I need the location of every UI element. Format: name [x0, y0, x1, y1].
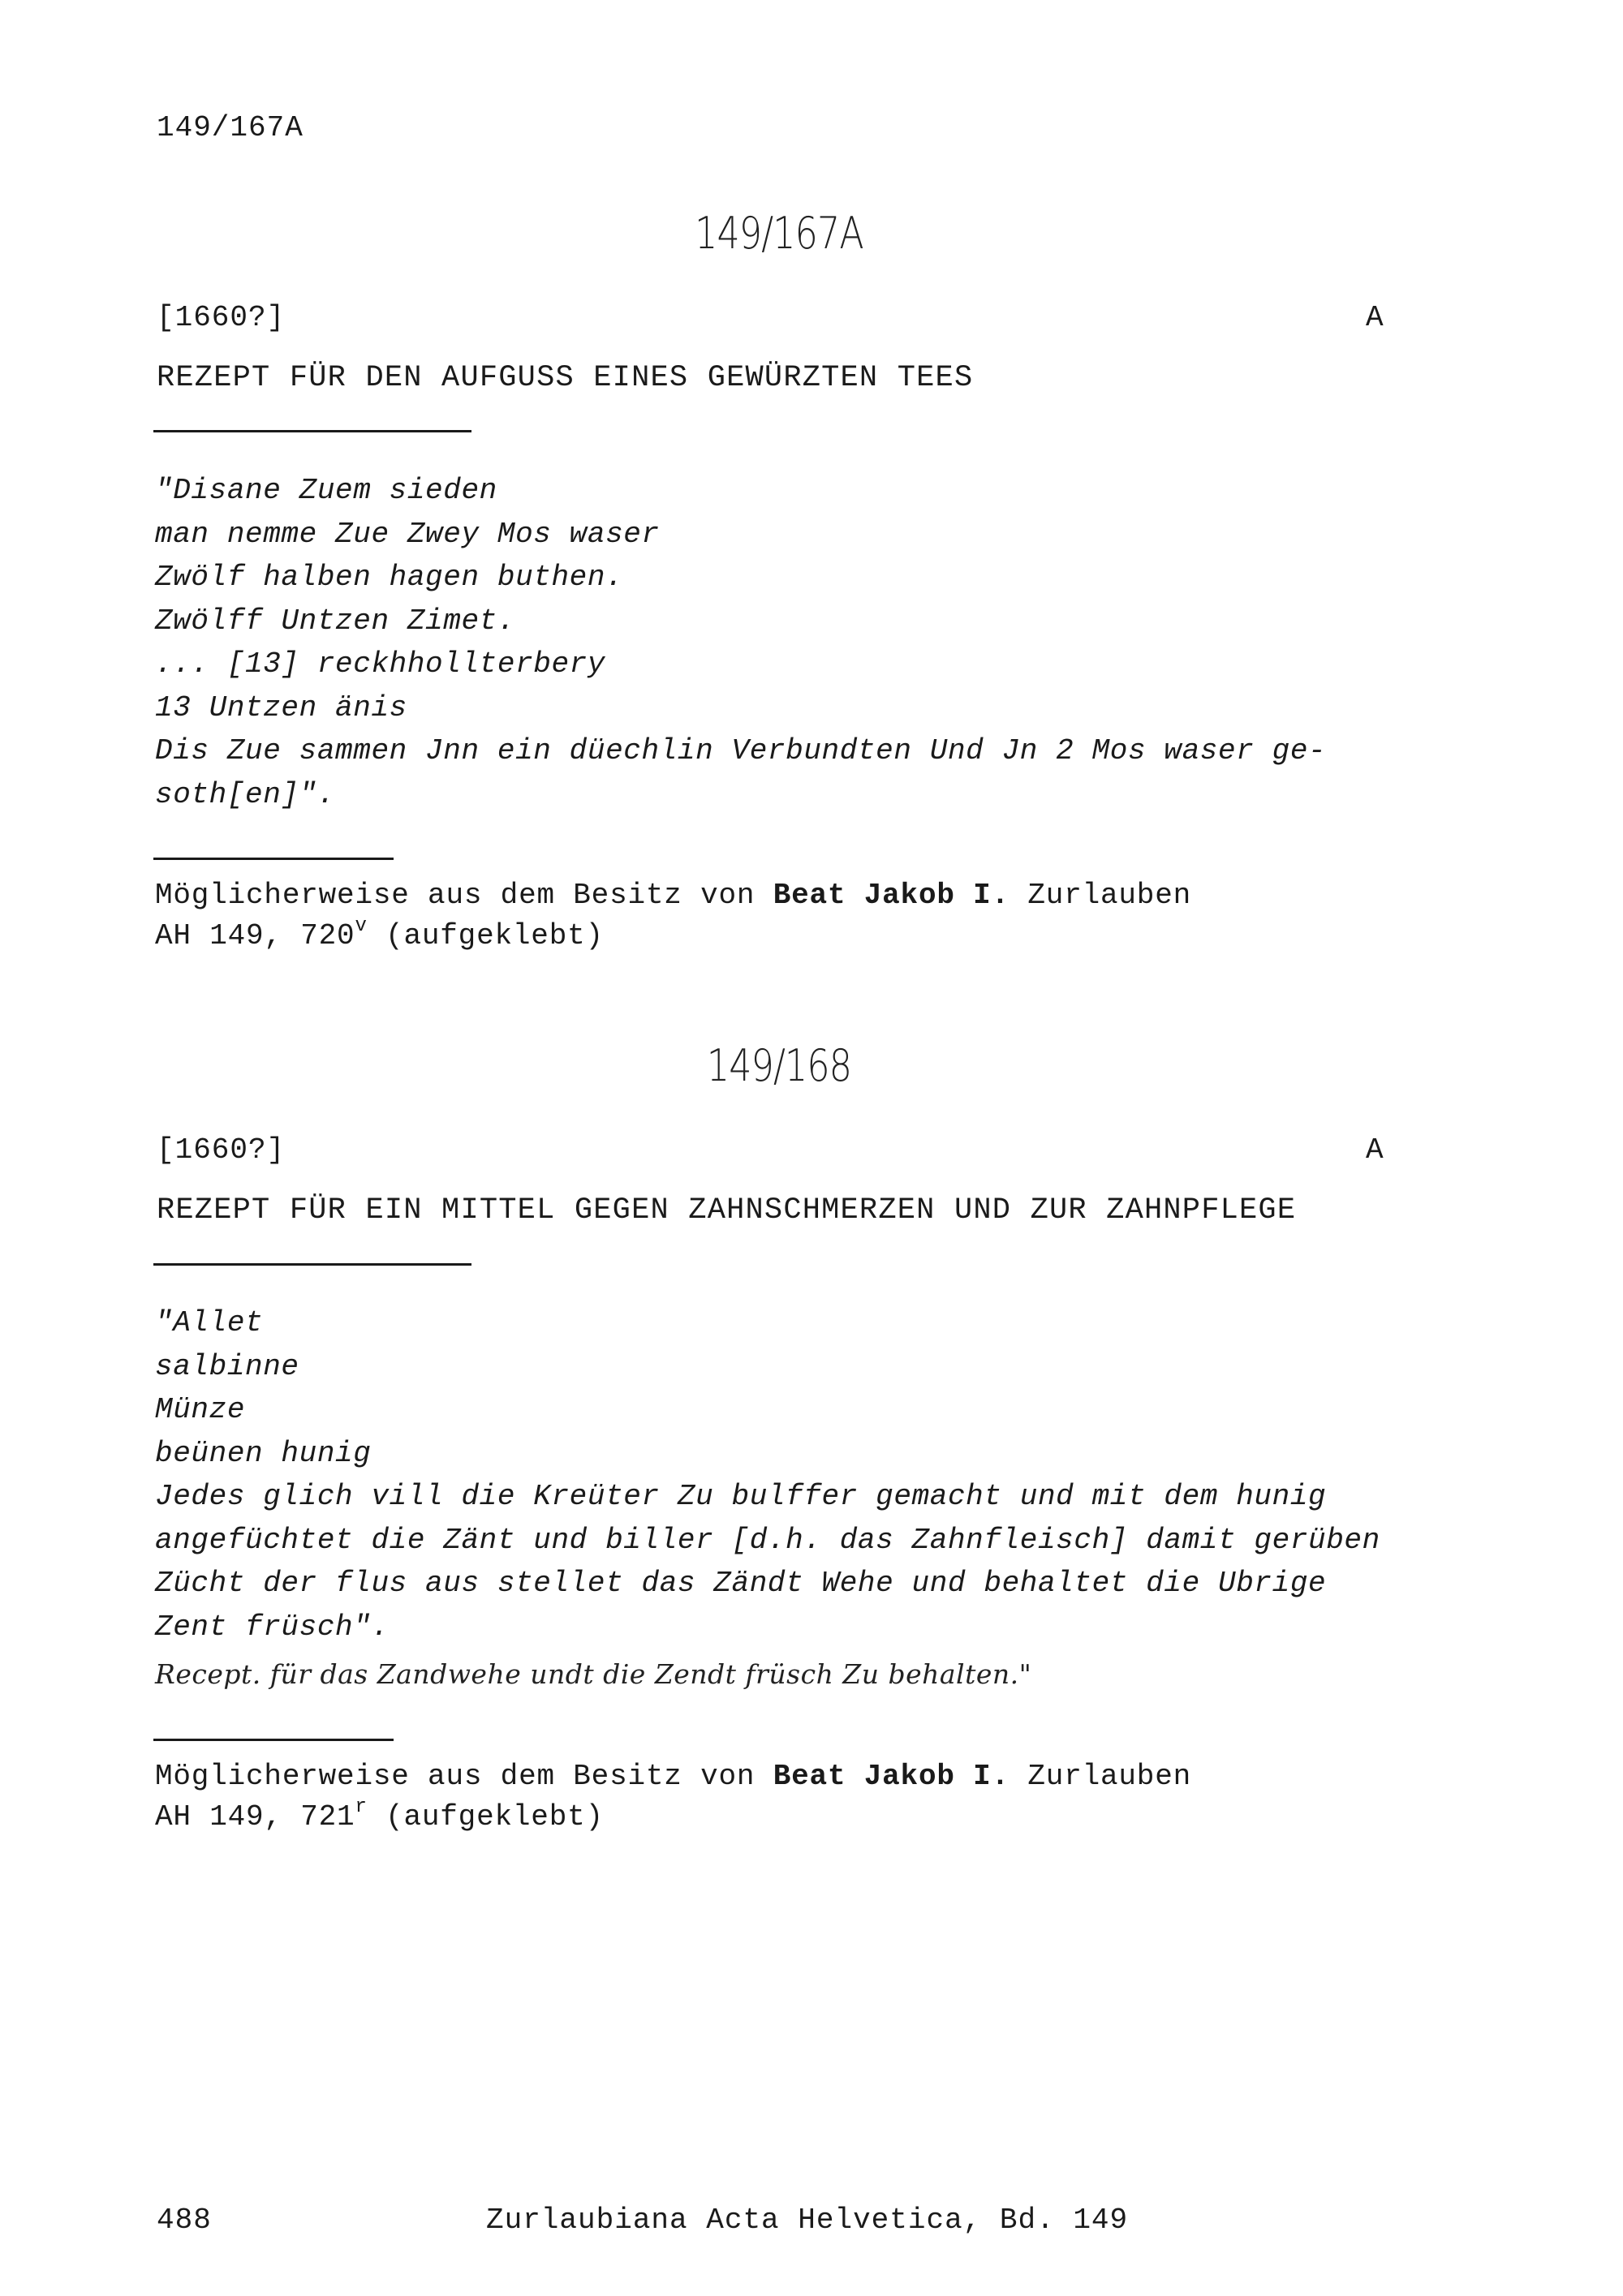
title-rule	[153, 430, 471, 432]
archive-reference	[155, 915, 604, 952]
page-number: 488	[157, 2204, 212, 2237]
note-prefix: Möglicherweise aus dem Besitz von	[155, 879, 756, 912]
quote-line: Zwölff Untzen Zimet.	[155, 604, 516, 638]
quote-line: angefüchtet die Zänt und biller [d.h. das Zahnfleisch] damit gerüben	[155, 1523, 1380, 1557]
quote-line: "Disane Zuem sieden	[155, 474, 497, 507]
provenance-note	[155, 881, 1191, 910]
quote-line: Zent früsch".	[155, 1610, 390, 1644]
ref-main: AH 149, 721	[155, 1800, 355, 1834]
title-rule	[153, 1263, 471, 1266]
entry-marker: A	[1366, 301, 1384, 334]
quote-line: salbinne	[155, 1349, 299, 1383]
note-suffix: Zurlauben	[1027, 1760, 1192, 1793]
ref-folio-side: v	[355, 915, 368, 937]
ref-tail: (aufgeklebt)	[385, 919, 604, 952]
entry-title: REZEPT FÜR EIN MITTEL GEGEN ZAHNSCHMERZEN UND ZUR ZAHNPFLEGE	[157, 1193, 1297, 1228]
note-rule	[153, 1739, 394, 1741]
note-prefix: Möglicherweise aus dem Besitz von	[155, 1760, 756, 1793]
note-person: Beat Jakob I.	[773, 1760, 1010, 1793]
ref-main: AH 149, 720	[155, 919, 355, 952]
handwritten-line: Recept. für das Zandwehe undt die Zendt früsch Zu behalten."	[155, 1658, 1032, 1690]
quote-line: Jedes glich vill die Kreüter Zu bulffer gemacht und mit dem hunig	[155, 1480, 1327, 1513]
quote-line: soth[en]".	[155, 777, 336, 811]
quote-block	[155, 469, 1326, 816]
quote-line: Zwölf halben hagen buthen.	[155, 561, 624, 594]
note-person: Beat Jakob I.	[773, 879, 1010, 912]
note-rule	[153, 858, 394, 860]
entry-date: [1660?]	[157, 1133, 286, 1167]
entry-heading: 149/168	[706, 1040, 852, 1091]
entry-marker: A	[1366, 1133, 1384, 1167]
quote-line: Zücht der flus aus stellet das Zändt Wehe und behaltet die Ubrige	[155, 1567, 1327, 1600]
ref-folio-side: r	[355, 1796, 368, 1818]
archive-reference	[155, 1796, 604, 1834]
note-suffix: Zurlauben	[1027, 879, 1192, 912]
quote-line: Dis Zue sammen Jnn ein düechlin Verbundten Und Jn 2 Mos waser ge-	[155, 734, 1327, 767]
quote-line: ... [13] reckhhollterbery	[155, 647, 606, 681]
quote-line: "Allet	[155, 1306, 264, 1339]
provenance-note	[155, 1762, 1191, 1791]
quote-line: man nemme Zue Zwey Mos waser	[155, 517, 660, 551]
quote-block	[155, 1301, 1380, 1649]
entry-heading: 149/167A	[695, 208, 863, 259]
quote-line: beünen hunig	[155, 1436, 372, 1470]
entry-date: [1660?]	[157, 301, 286, 334]
quote-line: Münze	[155, 1393, 246, 1426]
running-header: 149/167A	[157, 111, 304, 144]
publication-title: Zurlaubiana Acta Helvetica, Bd. 149	[486, 2204, 1129, 2237]
entry-title: REZEPT FÜR DEN AUFGUSS EINES GEWÜRZTEN TEES	[157, 361, 974, 395]
quote-line: 13 Untzen änis	[155, 690, 407, 724]
ref-tail: (aufgeklebt)	[385, 1800, 604, 1834]
